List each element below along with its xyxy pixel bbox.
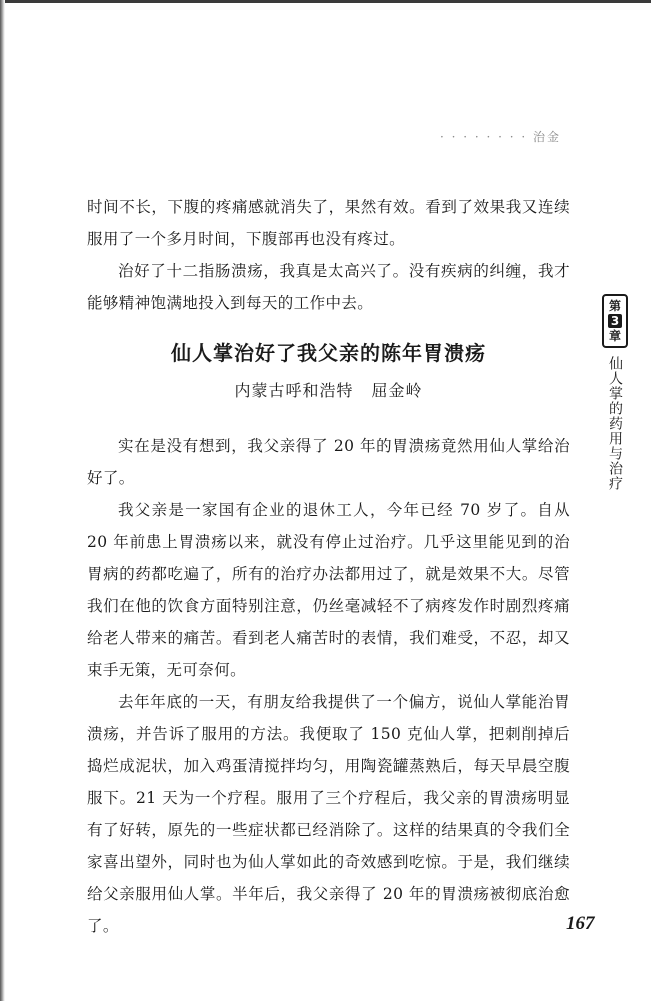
byline-author: 屈金岭 [371, 381, 423, 400]
article-paragraph: 实在是没有想到，我父亲得了 20 年的胃溃疡竟然用仙人掌给治好了。 [87, 437, 570, 487]
byline-place: 内蒙古呼和浩特 [234, 381, 354, 400]
article-title: 仙人掌治好了我父亲的陈年胃溃疡 [171, 341, 486, 365]
chapter-tab [602, 294, 628, 491]
article-byline [87, 378, 570, 401]
article-paragraph: 去年年底的一天，有朋友给我提供了一个偏方，说仙人掌能治胃溃疡，并告诉了服用的方法。我便取了 150 克仙人掌，把刺削掉后捣烂成泥状，加入鸡蛋清搅拌均匀，用陶瓷罐蒸熟后，每天早晨空腹服下。21 天为一个疗程。服用了三个疗程后，我父亲的胃溃疡明显有了好转，原先的一些症状都已经消除了。这样的结果真的令我们全家喜出望外，同时也为仙人掌如此的奇效感到吃惊。于是，我们继续给父亲服用仙人掌。半年后，我父亲得了 20 年的胃溃疡被彻底治愈了。 [87, 693, 570, 935]
paragraph: 治好了十二指肠溃疡，我真是太高兴了。没有疾病的纠缠，我才能够精神饱满地投入到每天的工作中去。 [87, 262, 570, 312]
running-header-fragment: · · · · · · · · 治金 [440, 130, 562, 144]
chapter-prefix: 第 [608, 299, 621, 313]
page-number: 167 [566, 913, 595, 934]
scan-edge-top [0, 0, 651, 3]
chapter-number: 3 [608, 314, 622, 328]
chapter-title: 仙人掌的药用与治疗 [607, 356, 623, 491]
chapter-badge [602, 294, 628, 348]
article-body [87, 430, 570, 942]
paragraph-continued: 时间不长，下腹的疼痛感就消失了，果然有效。看到了效果我又连续服用了一个多月时间，下腹部再也没有疼过。 [87, 198, 570, 248]
chapter-suffix: 章 [608, 329, 621, 343]
article-paragraph: 我父亲是一家国有企业的退休工人，今年已经 70 岁了。自从 20 年前患上胃溃疡以来，就没有停止过治疗。几乎这里能见到的治胃病的药都吃遍了，所有的治疗办法都用过了，就是效果不大。尽管我们在他的饮食方面特别注意，仍丝毫减轻不了病疼发作时剧烈疼痛给老人带来的痛苦。看到老人痛苦时的表情，我们难受，不忍，却又束手无策，无可奈何。 [87, 501, 570, 679]
scan-edge-left [0, 0, 5, 1001]
continued-text-block [87, 191, 570, 319]
